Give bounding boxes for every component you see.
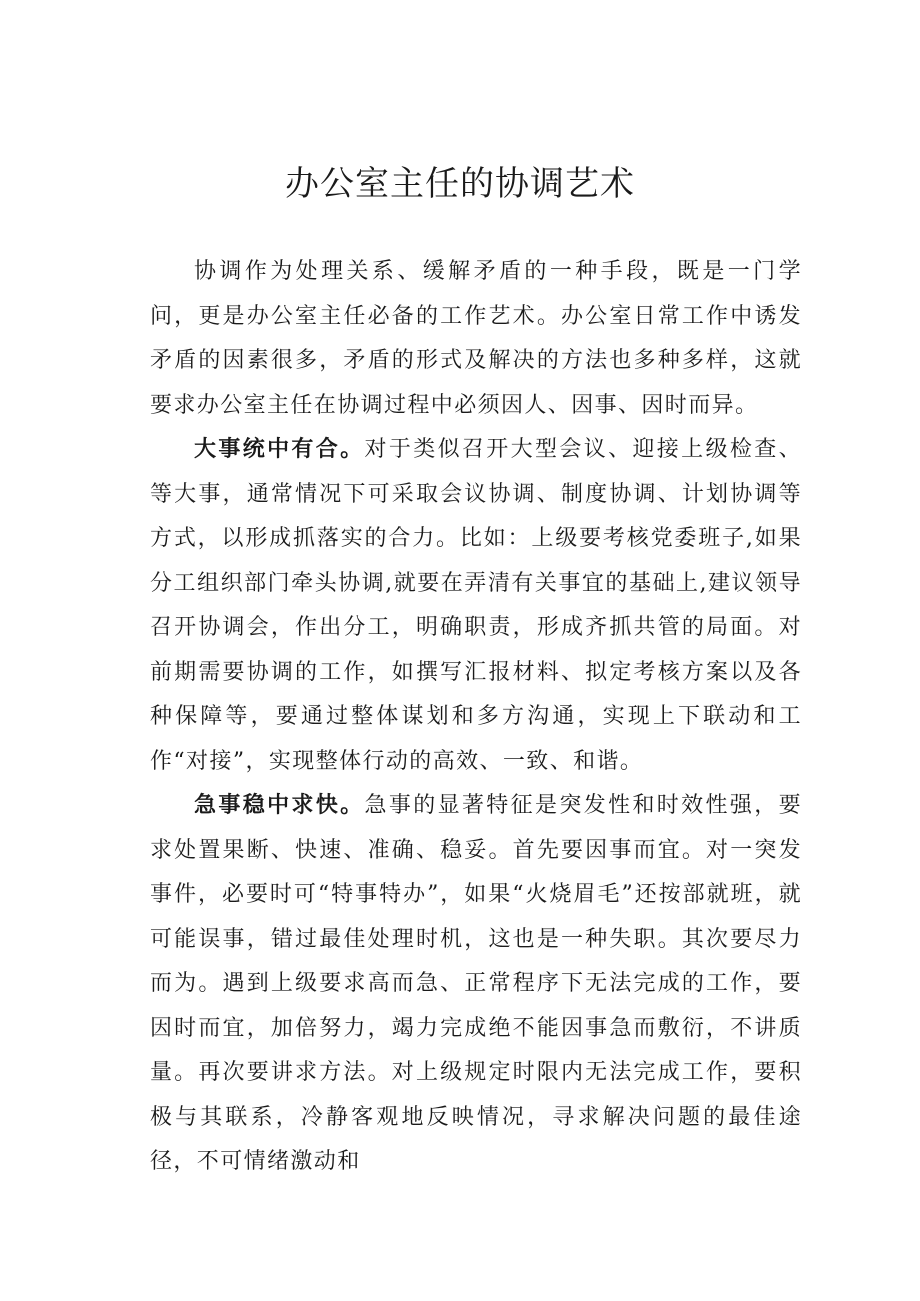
paragraph-urgent-affairs xyxy=(150,784,802,1185)
paragraph-heading: 大事统中有合。 xyxy=(194,437,365,462)
paragraph-text: 协调作为处理关系、缓解矛盾的一种手段，既是一门学问，更是办公室主任必备的工作艺术。办公室日常工作中诱发矛盾的因素很多，矛盾的形式及解决的方法也多种多样，这就要求办公室主任在协调过程中必须因人、因事、因时而异。 xyxy=(150,259,802,418)
paragraph-major-affairs xyxy=(150,428,802,784)
document-title: 办公室主任的协调艺术 xyxy=(285,164,635,204)
paragraph-text: 对于类似召开大型会议、迎接上级检查、等大事，通常情况下可采取会议协调、制度协调、计划协调等方式，以形成抓落实的合力。比如：上级要考核党委班子,如果分工组织部门牵头协调,就要在弄清有关事宜的基础上,建议领导召开协调会，作出分工，明确职责，形成齐抓共管的局面。对前期需要协调的工作，如撰写汇报材料、拟定考核方案以及各种保障等，要通过整体谋划和多方沟通，实现上下联动和工作“对接”，实现整体行动的高效、一致、和谐。 xyxy=(150,437,802,774)
paragraph-text: 急事的显著特征是突发性和时效性强，要求处置果断、快速、准确、稳妥。首先要因事而宜。对一突发事件，必要时可“特事特办”，如果“火烧眉毛”还按部就班，就可能误事，错过最佳处理时机，这也是一种失职。其次要尽力而为。遇到上级要求高而急、正常程序下无法完成的工作，要因时而宜，加倍努力，竭力完成绝不能因事急而敷衍，不讲质量。再次要讲求方法。对上级规定时限内无法完成工作，要积极与其联系，冷静客观地反映情况，寻求解决问题的最佳途径，不可情绪激动和 xyxy=(150,793,802,1174)
document-body xyxy=(150,250,802,1185)
paragraph-heading: 急事稳中求快。 xyxy=(194,793,365,818)
paragraph-intro xyxy=(150,250,802,428)
